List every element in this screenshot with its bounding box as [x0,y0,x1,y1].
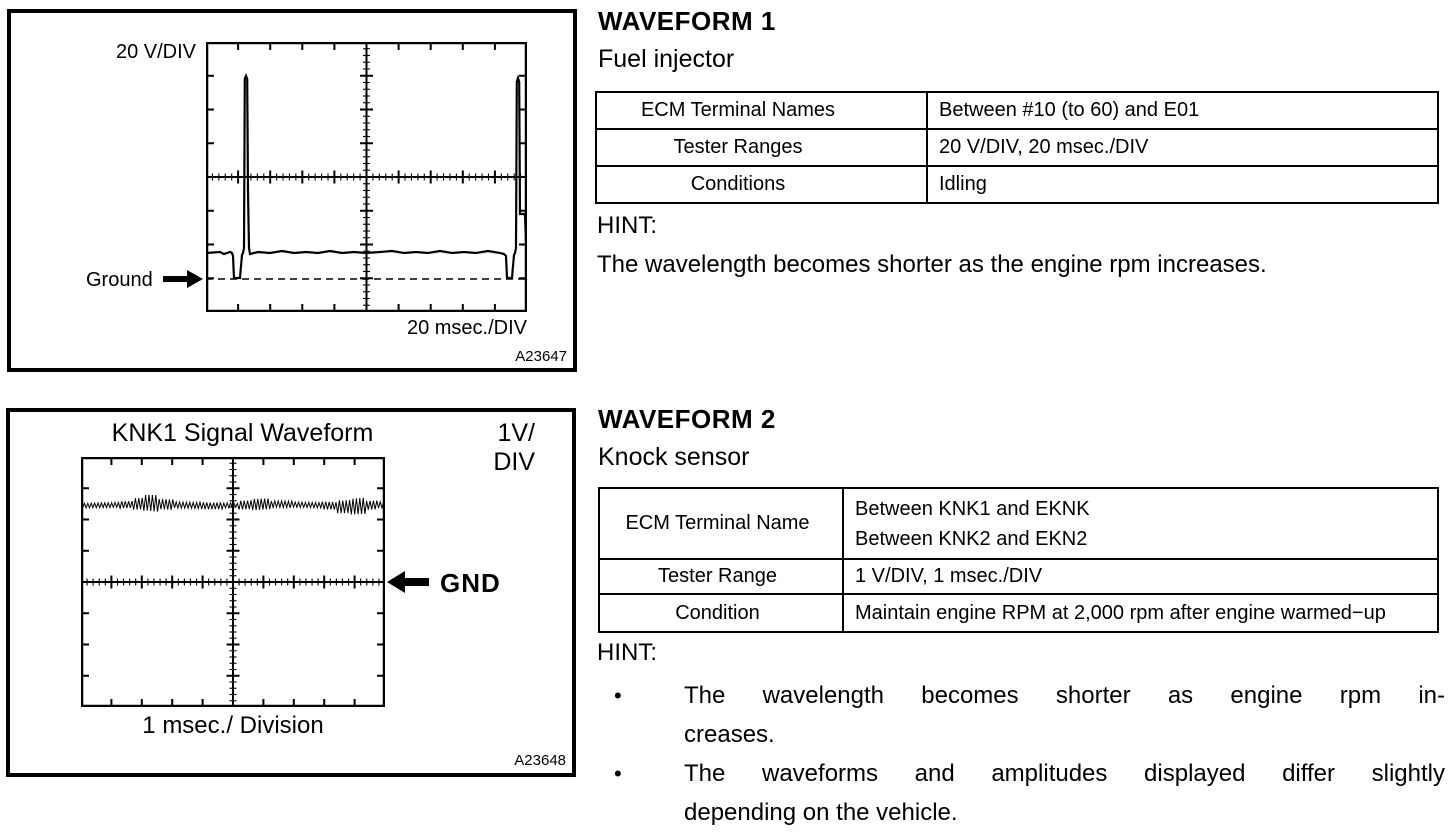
row-value [843,488,1438,559]
figure1-volts-per-div-label: 20 V/DIV [115,41,196,63]
row-label: Conditions [596,166,927,203]
table-row [596,129,1438,166]
oscilloscope-graticule-2 [81,457,385,707]
table-row [599,594,1438,632]
bullet-line: depending on the vehicle. [684,799,958,826]
bullet-icon: • [614,683,622,708]
row-value: 1 V/DIV, 1 msec./DIV [843,559,1438,594]
waveform2-subheading: Knock sensor [598,443,750,471]
table-row [599,488,1438,559]
figure2-volts-per-div-label: 1V/ DIV [493,419,535,476]
hint2-label: HINT: [597,639,657,666]
waveform2-heading: WAVEFORM 2 [598,404,776,434]
hint1-label: HINT: [597,212,657,239]
waveform1-heading: WAVEFORM 1 [598,6,776,36]
list-item [597,676,1446,754]
row-value: Maintain engine RPM at 2,000 rpm after engine warmed−up [843,594,1438,632]
row-value: Between #10 (to 60) and E01 [927,92,1438,129]
waveform1-spec-table [595,91,1439,204]
figure2-title: KNK1 Signal Waveform [111,419,374,447]
bullet-line: The wavelength becomes shorter as engine rpm in- [684,682,1445,709]
table-row [596,166,1438,203]
row-label: Tester Range [599,559,843,594]
hint2-bullet-list [597,676,1446,832]
oscilloscope-graticule-1 [206,42,527,312]
figure2-frame [6,408,576,777]
row-label: ECM Terminal Names [596,92,927,129]
figure1-time-per-div-label: 20 msec./DIV [406,317,527,339]
row-value: 20 V/DIV, 20 msec./DIV [927,129,1438,166]
bullet-line: The waveforms and amplitudes displayed differ slightly [684,760,1445,787]
bullet-icon: • [614,761,622,786]
table-row [599,559,1438,594]
figure2-time-per-div-label: 1 msec./ Division [142,712,324,739]
gnd-label: GND [440,568,501,598]
row-value-line: Between KNK2 and EKN2 [855,527,1088,550]
figure1-frame [7,9,577,372]
gnd-arrow-icon [387,571,429,593]
ground-label: Ground [86,269,153,291]
figure2-reference-code: A23648 [514,752,566,769]
row-label: Condition [599,594,843,632]
waveform2-spec-table [598,487,1439,633]
waveform1-subheading: Fuel injector [598,45,735,73]
figure1-reference-code: A23647 [515,348,567,365]
row-value: Idling [927,166,1438,203]
row-label: ECM Terminal Name [599,488,843,559]
list-item [597,754,1446,832]
ground-arrow-icon [163,270,203,288]
row-value-line: Between KNK1 and EKNK [855,497,1090,520]
bullet-line: creases. [684,721,775,748]
table-row [596,92,1438,129]
hint1-text: The wavelength becomes shorter as the engine rpm increases. [597,251,1267,278]
row-label: Tester Ranges [596,129,927,166]
